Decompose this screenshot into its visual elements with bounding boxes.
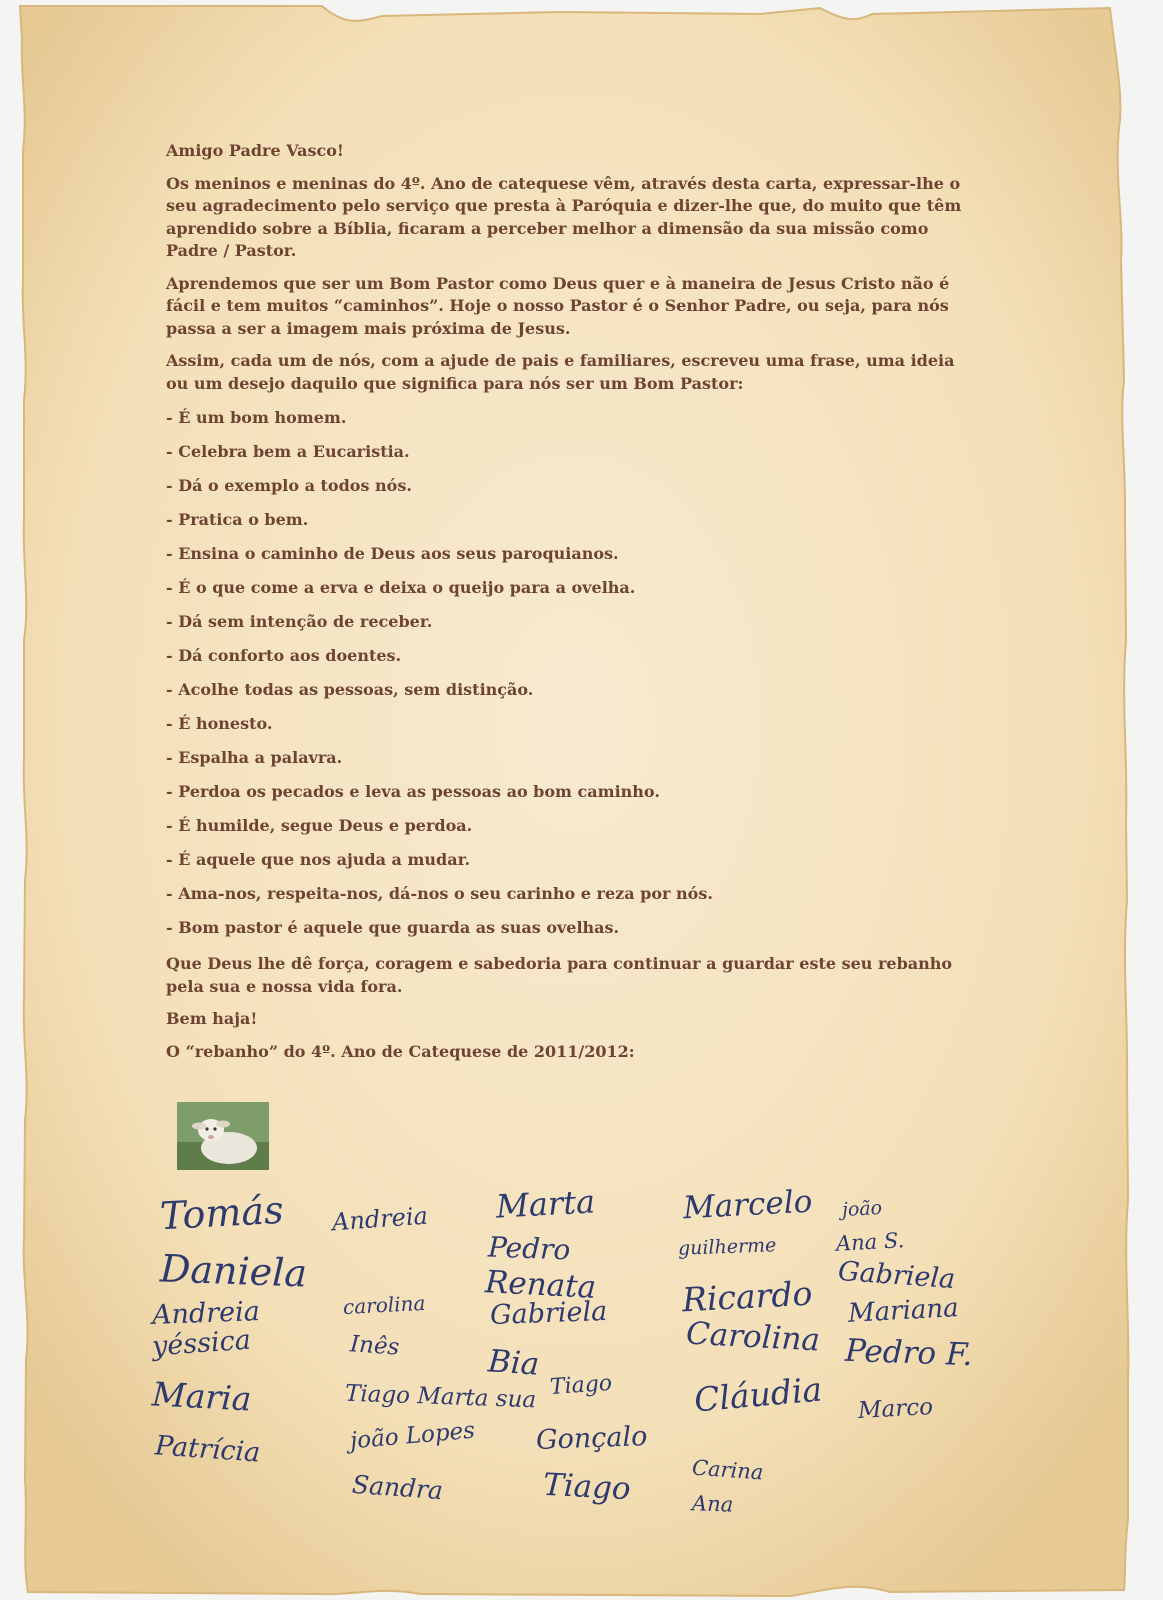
signature: Daniela — [159, 1246, 308, 1296]
lamb-icon — [177, 1102, 269, 1170]
signature: Inês — [349, 1331, 401, 1361]
lamb-photo — [177, 1102, 269, 1170]
list-item: - Acolhe todas as pessoas, sem distinção. — [166, 680, 534, 699]
signature: carolina — [342, 1290, 426, 1320]
list-item: - É honesto. — [166, 714, 273, 733]
signature: Ana — [691, 1491, 734, 1517]
signature: Marcelo — [682, 1183, 814, 1227]
signature: yéssica — [151, 1324, 252, 1363]
signature: Carolina — [685, 1315, 821, 1359]
signature: Sandra — [351, 1469, 444, 1506]
list-item: - Perdoa os pecados e leva as pessoas ao bom caminho. — [166, 782, 660, 801]
letter-paragraph-3: Assim, cada um de nós, com a ajude de pais e familiares, escreveu uma frase, uma ideia ou um desejo daquilo que significa para nós ser um Bom Pastor: — [166, 351, 955, 393]
letter-body — [166, 140, 966, 1063]
letter-greeting: Amigo Padre Vasco! — [166, 141, 344, 160]
list-item: - É o que come a erva e deixa o queijo para a ovelha. — [166, 578, 636, 597]
list-item: - Dá conforto aos doentes. — [166, 646, 402, 665]
signature: Bia — [486, 1343, 541, 1383]
signature: Pedro F. — [844, 1332, 974, 1374]
signature: Ana S. — [835, 1228, 905, 1256]
list-item: - Pratica o bem. — [166, 510, 309, 529]
signature: guilherme — [677, 1234, 777, 1260]
signature: Gonçalo — [535, 1421, 648, 1456]
signature: Tiago — [542, 1466, 632, 1508]
bom-pastor-list — [166, 405, 966, 949]
signature: Tiago — [549, 1370, 613, 1401]
signature: Maria — [151, 1374, 253, 1419]
list-item: - Celebra bem a Eucaristia. — [166, 442, 410, 461]
signature: Andreia — [151, 1296, 261, 1331]
list-item: - É aquele que nos ajuda a mudar. — [166, 850, 471, 869]
list-item: - É um bom homem. — [166, 408, 347, 427]
list-item: - Bom pastor é aquele que guarda as suas ovelhas. — [166, 918, 620, 937]
letter-farewell: Bem haja! — [166, 1009, 258, 1028]
signature: Gabriela — [837, 1255, 957, 1296]
signature: Cláudia — [692, 1369, 824, 1420]
signature: Tiago Marta sua — [344, 1380, 537, 1414]
signature: Ricardo — [681, 1273, 814, 1320]
signature: Gabriela — [489, 1295, 608, 1332]
signature: Carina — [691, 1455, 765, 1485]
signature: Marta — [495, 1182, 597, 1226]
signature: Mariana — [847, 1293, 960, 1329]
signature: Andreia — [331, 1201, 429, 1237]
list-item: - É humilde, segue Deus e perdoa. — [166, 816, 473, 835]
list-item: - Espalha a palavra. — [166, 748, 343, 767]
letter-signoff: O “rebanho” do 4º. Ano de Catequese de 2011/2012: — [166, 1041, 635, 1061]
letter-closing: Que Deus lhe dê força, coragem e sabedoria para continuar a guardar este seu rebanho pela sua e nossa vida fora. — [166, 954, 953, 996]
signature: Pedro — [487, 1230, 571, 1267]
letter-paragraph-2: Aprendemos que ser um Bom Pastor como Deus quer e à maneira de Jesus Cristo não é fácil e tem muitos “caminhos”. Hoje o nosso Pastor é o Senhor Padre, ou seja, para nós passa a ser a imagem mais próxima de Jesus. — [166, 273, 950, 338]
signature: Tomás — [158, 1187, 285, 1239]
signature: joão Lopes — [349, 1417, 476, 1455]
signature: Renata — [484, 1264, 597, 1306]
list-item: - Dá sem intenção de receber. — [166, 612, 433, 631]
list-item: - Dá o exemplo a todos nós. — [166, 476, 412, 495]
signature: joão — [841, 1196, 883, 1222]
list-item: - Ama-nos, respeita-nos, dá-nos o seu carinho e reza por nós. — [166, 884, 713, 903]
signature: Marco — [857, 1394, 934, 1424]
list-item: - Ensina o caminho de Deus aos seus paroquianos. — [166, 544, 619, 563]
letter-paragraph-1: Os meninos e meninas do 4º. Ano de catequese vêm, através desta carta, expressar-lhe o seu agradecimento pelo serviço que presta à Paróquia e dizer-lhe que, do muito que têm aprendido sobre a Bíblia, ficaram a perceber melhor a dimensão da sua missão como Padre / Pastor. — [166, 173, 962, 260]
signature: Patrícia — [154, 1430, 262, 1469]
